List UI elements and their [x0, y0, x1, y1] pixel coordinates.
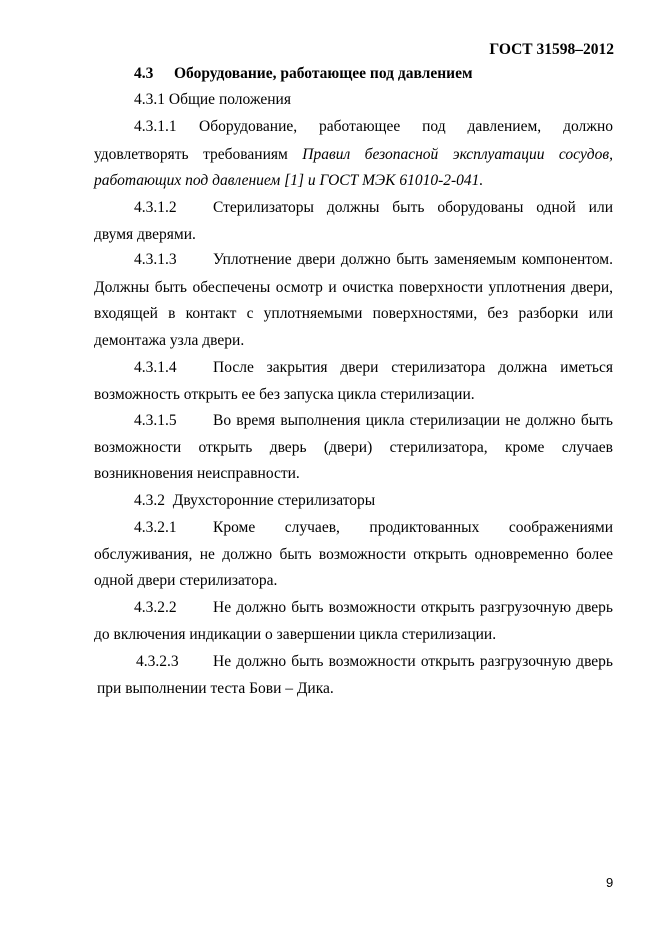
clause-4-3-1-2-line-2: двумя дверями. — [94, 226, 196, 243]
section-title: Оборудование, работающее под давлением — [174, 65, 473, 82]
clause-number: 4.3.1.4 — [134, 359, 177, 376]
clause-4-3-2-1-line-1 — [134, 518, 613, 538]
clause-4-3-2-2-line-2: до включения индикации о завершении цикла стерилизации. — [94, 626, 497, 643]
subsection-heading-4-3-1 — [134, 90, 613, 110]
clause-4-3-1-3-line-3: входящей в контакт с уплотняемыми поверхностями, без разборки или — [94, 305, 613, 322]
clause-4-3-1-3-line-2: Должны быть обеспечены осмотр и очистка поверхности уплотнения двери, — [94, 279, 613, 296]
clause-number: 4.3.2.1 — [134, 519, 177, 536]
subsection-heading-4-3-2 — [134, 491, 613, 511]
section-heading-4-3 — [134, 64, 613, 84]
clause-text: Стерилизаторы должны быть оборудованы одной или — [213, 199, 613, 216]
clause-number: 4.3.2.3 — [136, 653, 179, 670]
clause-number: 4.3.1.3 — [134, 251, 177, 268]
clause-4-3-2-2-line-1 — [134, 598, 613, 618]
clause-4-3-1-1-line-3: работающих под давлением [1] и ГОСТ МЭК 61010-2-041. — [94, 172, 484, 189]
page-number: 9 — [606, 875, 614, 890]
clause-4-3-1-4-line-2: возможность открыть ее без запуска цикла стерилизации. — [94, 386, 475, 403]
clause-4-3-1-3-line-1 — [134, 250, 613, 270]
clause-text: Кроме случаев, продиктованных соображениями — [213, 519, 613, 536]
clause-number: 4.3.1.2 — [134, 199, 177, 216]
clause-text: Оборудование, работающее под давлением, должно — [199, 118, 613, 135]
clause-4-3-1-5-line-3: возникновения неисправности. — [94, 465, 300, 482]
clause-4-3-1-1-line-1 — [134, 117, 613, 137]
clause-text: После закрытия двери стерилизатора должна иметься — [213, 359, 613, 376]
clause-text: удовлетворять требованиям — [94, 146, 303, 163]
clause-text: Во время выполнения цикла стерилизации не должно быть — [213, 412, 613, 429]
clause-4-3-1-1-line-2 — [94, 145, 613, 165]
clause-4-3-2-3-line-2: при выполнении теста Бови – Дика. — [97, 680, 334, 697]
clause-4-3-1-5-line-2: возможности открыть дверь (двери) стерилизатора, кроме случаев — [94, 439, 613, 456]
clause-text: Уплотнение двери должно быть заменяемым компонентом. — [213, 251, 613, 268]
subsection-number: 4.3.1 — [134, 91, 165, 108]
clause-number: 4.3.2.2 — [134, 599, 177, 616]
clause-4-3-1-5-line-1 — [134, 411, 613, 431]
clause-4-3-1-4-line-1 — [134, 358, 613, 378]
clause-4-3-1-2-line-1 — [134, 198, 613, 218]
clause-4-3-2-1-line-2: обслуживания, не должно быть возможности открыть одновременно более — [94, 546, 613, 563]
rules-reference: Правил безопасной эксплуатации сосудов, — [302, 146, 613, 163]
clause-number: 4.3.1.1 — [134, 118, 177, 135]
clause-text: Не должно быть возможности открыть разгрузочную дверь — [213, 599, 613, 616]
clause-number: 4.3.1.5 — [134, 412, 177, 429]
subsection-title: Общие положения — [168, 91, 291, 108]
clause-text: Не должно быть возможности открыть разгрузочную дверь — [213, 653, 613, 670]
document-code: ГОСТ 31598–2012 — [489, 41, 614, 58]
clause-4-3-1-3-line-4: демонтажа узла двери. — [94, 332, 245, 349]
subsection-number: 4.3.2 — [134, 492, 165, 509]
clause-4-3-2-1-line-3: одной двери стерилизатора. — [94, 572, 278, 589]
section-number: 4.3 — [134, 65, 154, 82]
subsection-title: Двухсторонние стерилизаторы — [172, 492, 376, 509]
clause-4-3-2-3-line-1 — [136, 652, 613, 672]
